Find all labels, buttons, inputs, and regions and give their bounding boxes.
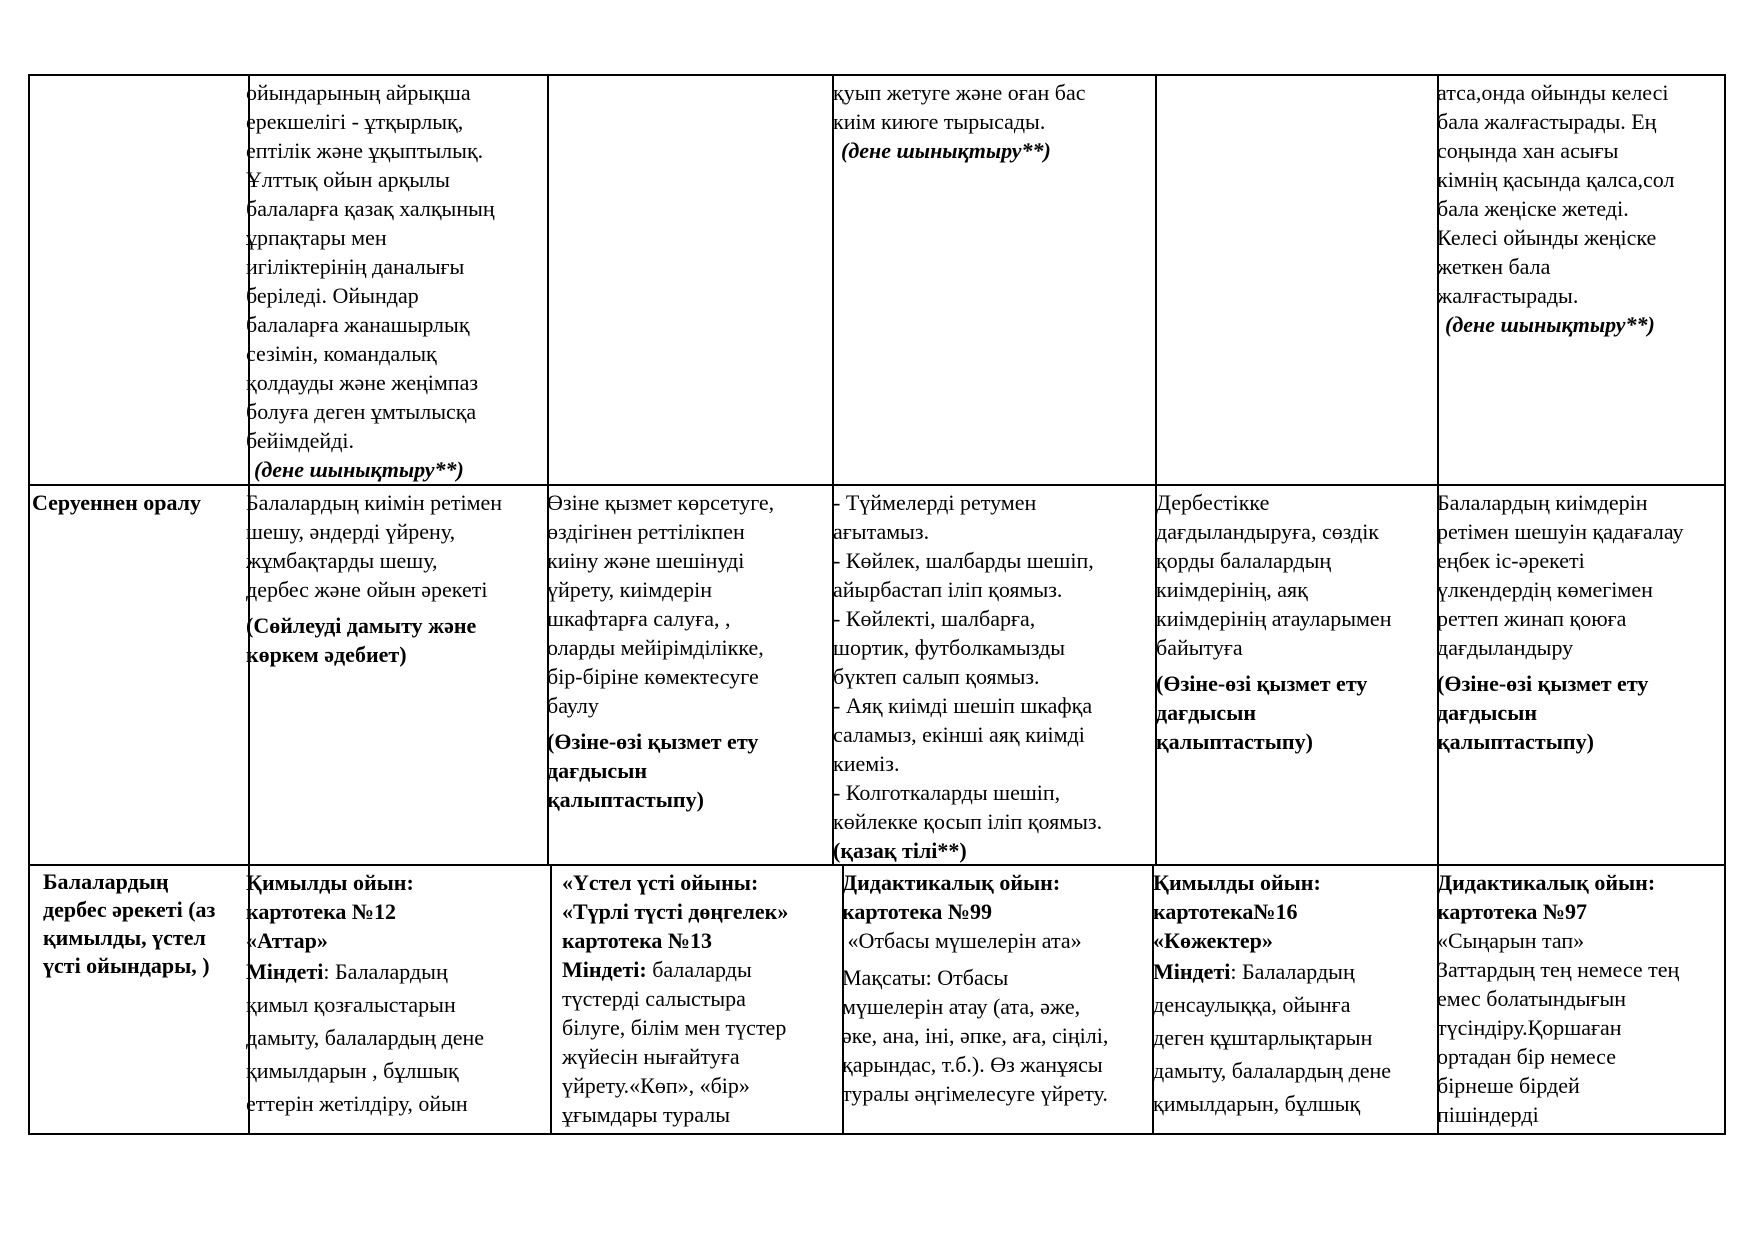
row3-col3-cell <box>560 867 842 1129</box>
row1-col6-cell <box>1435 77 1724 339</box>
text-line: баулу <box>547 693 599 718</box>
text-line: ерекшелігі - ұтқырлық, <box>246 109 464 134</box>
row1-col4-cell <box>831 77 1153 165</box>
subject-note: қалыптастыпу) <box>1437 729 1594 754</box>
row2-col5-cell <box>1154 487 1436 756</box>
text-line: балаларға қазақ халқының <box>246 196 495 221</box>
text-line: шкафтарға салуға, , <box>547 606 731 631</box>
game-title: Дидактикалық ойын: <box>1437 870 1656 895</box>
text-line: қарындас, т.б.). Өз жанұясы <box>842 1052 1103 1077</box>
text-line: өздігінен реттілікпен <box>547 519 745 544</box>
text-line: соңында хан асығы <box>1437 138 1619 163</box>
table-border-right <box>1724 74 1726 1135</box>
text-line: пішіндерді <box>1437 1102 1539 1127</box>
text-line: беріледі. Ойындар <box>246 283 419 308</box>
text-line: балаларға жанашырлық <box>246 312 470 337</box>
text-line: қолдауды және жеңімпаз <box>246 370 479 395</box>
subject-note: (дене шынықтыру**) <box>254 457 464 482</box>
text-line: үйрету, киімдерін <box>547 577 712 602</box>
text-line: деген құштарлықтарын <box>1153 1025 1373 1050</box>
text-line: - Аяқ киімді шешіп шкафқа <box>833 693 1093 718</box>
text-line: киіну және шешінуді <box>547 548 745 573</box>
text-line: Келесі ойынды жеңіске <box>1437 225 1657 250</box>
text-line: дағдыландыру <box>1437 635 1574 660</box>
text-line: жүйесін нығайтуға <box>562 1044 740 1069</box>
text-line: қорды балалардың <box>1156 548 1332 573</box>
text-line: оларды мейірімділікке, <box>547 635 764 660</box>
text-line: жалғастырады. <box>1437 283 1579 308</box>
text-line: бейімдейді. <box>246 428 355 453</box>
subject-note: көркем әдебиет) <box>246 642 407 667</box>
task-line <box>246 955 548 988</box>
text-line: ойындарының айрықша <box>246 80 471 105</box>
text-line: Заттардың тең немесе тең <box>1437 957 1680 982</box>
text-line: сезімін, командалық <box>246 341 437 366</box>
text-line: түстерді салыстыра <box>562 986 746 1011</box>
text-line: байытуға <box>1156 635 1243 660</box>
text-line: қимылдарын , бұлшық <box>246 1058 459 1083</box>
row3-col4-cell <box>840 867 1152 1108</box>
text-line: жұмбақтарды шешу, <box>246 548 438 573</box>
game-card-number: картотека №97 <box>1437 899 1588 924</box>
subject-note: дағдысын <box>1437 700 1538 725</box>
game-name: «Отбасы мүшелерін ата» <box>842 928 1082 953</box>
text-line: бүктеп салып қоямыз. <box>833 664 1040 689</box>
text-line: болуға деген ұмтылысқа <box>246 399 477 424</box>
text-line: Дербестікке <box>1156 490 1270 515</box>
text-line: дербес және ойын әрекеті <box>246 577 488 602</box>
text-line: Мақсаты: Отбасы <box>842 965 1009 990</box>
text-line: Балалардың киімдерін <box>1437 490 1648 515</box>
text-line: киім киюге тырысады. <box>833 109 1046 134</box>
text-line: ептілік және ұқыптылық. <box>246 138 484 163</box>
row1-col2-cell <box>244 77 546 484</box>
text-line: үлкендердің көмегімен <box>1437 577 1653 602</box>
text-line: жеткен бала <box>1437 254 1551 279</box>
game-name: «Көжектер» <box>1153 928 1273 953</box>
row3-col2-cell <box>244 867 550 1120</box>
text-line: - Көйлек, шалбарды шешіп, <box>833 548 1094 573</box>
text-line: бала жеңіске жетеді. <box>1437 196 1629 221</box>
text-line: - Түймелерді ретумен <box>833 490 1037 515</box>
text-line: саламыз, екінші аяқ киімді <box>833 722 1085 747</box>
task-line <box>1153 955 1434 988</box>
text-line: дағдыландыруға, сөздік <box>1156 519 1379 544</box>
game-name: «Сыңарын тап» <box>1437 928 1585 953</box>
text-line: ретімен шешуін қадағалау <box>1437 519 1684 544</box>
row-label: Серуеннен оралу <box>32 490 202 515</box>
subject-note: (Өзіне-өзі қызмет ету <box>1156 671 1368 696</box>
text-line: Балалардың киімін ретімен <box>246 490 503 515</box>
row2-col3-cell <box>545 487 831 814</box>
subject-note: дағдысын <box>1156 700 1257 725</box>
task-text: : Балалардың <box>1230 959 1355 984</box>
text-line: кімнің қасында қалса,сол <box>1437 167 1675 192</box>
text-line: бір-біріне көмектесуге <box>547 664 759 689</box>
subject-note: (Өзіне-өзі қызмет ету <box>1437 671 1649 696</box>
text-line: қимылдарын, бұлшық <box>1153 1091 1361 1116</box>
task-text: : Балалардың <box>323 959 448 984</box>
game-title: «Үстел үсті ойыны: <box>562 870 759 895</box>
text-line: бала жалғастырады. Ең <box>1437 109 1657 134</box>
subject-note: (дене шынықтыру**) <box>841 138 1051 163</box>
task-label: Міндеті <box>1153 959 1231 984</box>
game-title: Қимылды ойын: <box>1153 870 1321 895</box>
subject-note: қалыптастыпу) <box>1156 729 1313 754</box>
text-line: денсаулыққа, ойынға <box>1153 992 1351 1017</box>
text-line: айырбастап іліп қоямыз. <box>833 577 1063 602</box>
game-card-number: картотека №99 <box>842 899 993 924</box>
column-divider-2b <box>550 864 552 1135</box>
text-line: Ұлттық ойын арқылы <box>246 167 450 192</box>
row2-col4-cell <box>831 487 1154 865</box>
text-line: атса,онда ойынды келесі <box>1437 80 1669 105</box>
text-line: үйрету.«Көп», «бір» <box>562 1073 750 1098</box>
row2-col2-cell <box>244 487 547 669</box>
game-title: Қимылды ойын: <box>246 870 414 895</box>
game-card-number: картотека №13 <box>562 928 713 953</box>
subject-note: (дене шынықтыру**) <box>1445 312 1655 337</box>
text-line: бірнеше бірдей <box>1437 1073 1580 1098</box>
text-line: киімдерінің, аяқ <box>1156 577 1308 602</box>
table-border-bottom <box>28 1133 1726 1135</box>
row2-col6-cell <box>1435 487 1724 756</box>
text-line: түсіндіру.Қоршаған <box>1437 1015 1622 1040</box>
text-line: еңбек іс-әрекеті <box>1437 548 1585 573</box>
subject-note: (Сөйлеуді дамыту және <box>246 613 477 638</box>
game-name: «Түрлі түсті дөңгелек» <box>562 899 789 924</box>
text-line: киеміз. <box>833 751 900 776</box>
row-divider-1 <box>28 484 1726 486</box>
row2-label-cell <box>30 487 248 517</box>
row-label: Балалардың <box>43 869 169 894</box>
text-line: ұғымдары туралы <box>562 1102 731 1127</box>
text-line: киімдерінің атауларымен <box>1156 606 1392 631</box>
game-title: Дидактикалық ойын: <box>842 870 1061 895</box>
text-line: - Көйлекті, шалбарға, <box>833 606 1036 631</box>
text-line: дамыту, балалардың дене <box>1153 1058 1392 1083</box>
text-line: емес болатындығын <box>1437 986 1627 1011</box>
text-line: Өзіне қызмет көрсетуге, <box>547 490 775 515</box>
text-line: ортадан бір немесе <box>1437 1044 1616 1069</box>
game-name: «Аттар» <box>246 928 328 953</box>
text-line: қимыл қозғалыстарын <box>246 992 456 1017</box>
row-label: үсті ойындары, ) <box>43 953 210 978</box>
text-line: көйлекке қосып іліп қоямыз. <box>833 809 1103 834</box>
text-line: реттеп жинап қоюға <box>1437 606 1627 631</box>
task-label: Міндеті <box>246 959 324 984</box>
subject-note: қалыптастыпу) <box>547 787 704 812</box>
game-card-number: картотека №12 <box>246 899 397 924</box>
text-line: шортик, футболкамызды <box>833 635 1066 660</box>
text-line: дамыту, балалардың дене <box>246 1025 485 1050</box>
row-label: дербес әрекеті (аз <box>43 897 216 922</box>
subject-note: (қазақ тілі**) <box>833 838 967 863</box>
text-line: білуге, білім мен түстер <box>562 1015 787 1040</box>
text-line: мүшелерін атау (ата, әже, <box>842 994 1081 1019</box>
table-border-top <box>28 74 1726 76</box>
text-line: - Колготкаларды шешіп, <box>833 780 1061 805</box>
subject-note: (Өзіне-өзі қызмет ету <box>547 729 759 754</box>
text-line: еттерін жетілдіру, ойын <box>246 1091 468 1116</box>
row-label: қимылды, үстел <box>43 925 206 950</box>
text-line: шешу, әндерді үйрену, <box>246 519 456 544</box>
row3-label-cell <box>30 867 248 980</box>
text-line: игіліктерінің даналығы <box>246 254 465 279</box>
text-line: әке, ана, іні, әпке, аға, сіңілі, <box>842 1023 1109 1048</box>
task-text: балаларды <box>646 957 752 982</box>
text-line: туралы әңгімелесуге үйрету. <box>842 1081 1108 1106</box>
text-line: ағытамыз. <box>833 519 930 544</box>
row3-col6-cell <box>1435 867 1724 1129</box>
task-label: Міндеті: <box>562 957 647 982</box>
text-line: қуып жетуге және оған бас <box>833 80 1086 105</box>
subject-note: дағдысын <box>547 758 648 783</box>
game-card-number: картотека№16 <box>1153 899 1298 924</box>
row3-col5-cell <box>1151 867 1436 1120</box>
text-line: ұрпақтары мен <box>246 225 387 250</box>
task-line <box>562 955 840 984</box>
